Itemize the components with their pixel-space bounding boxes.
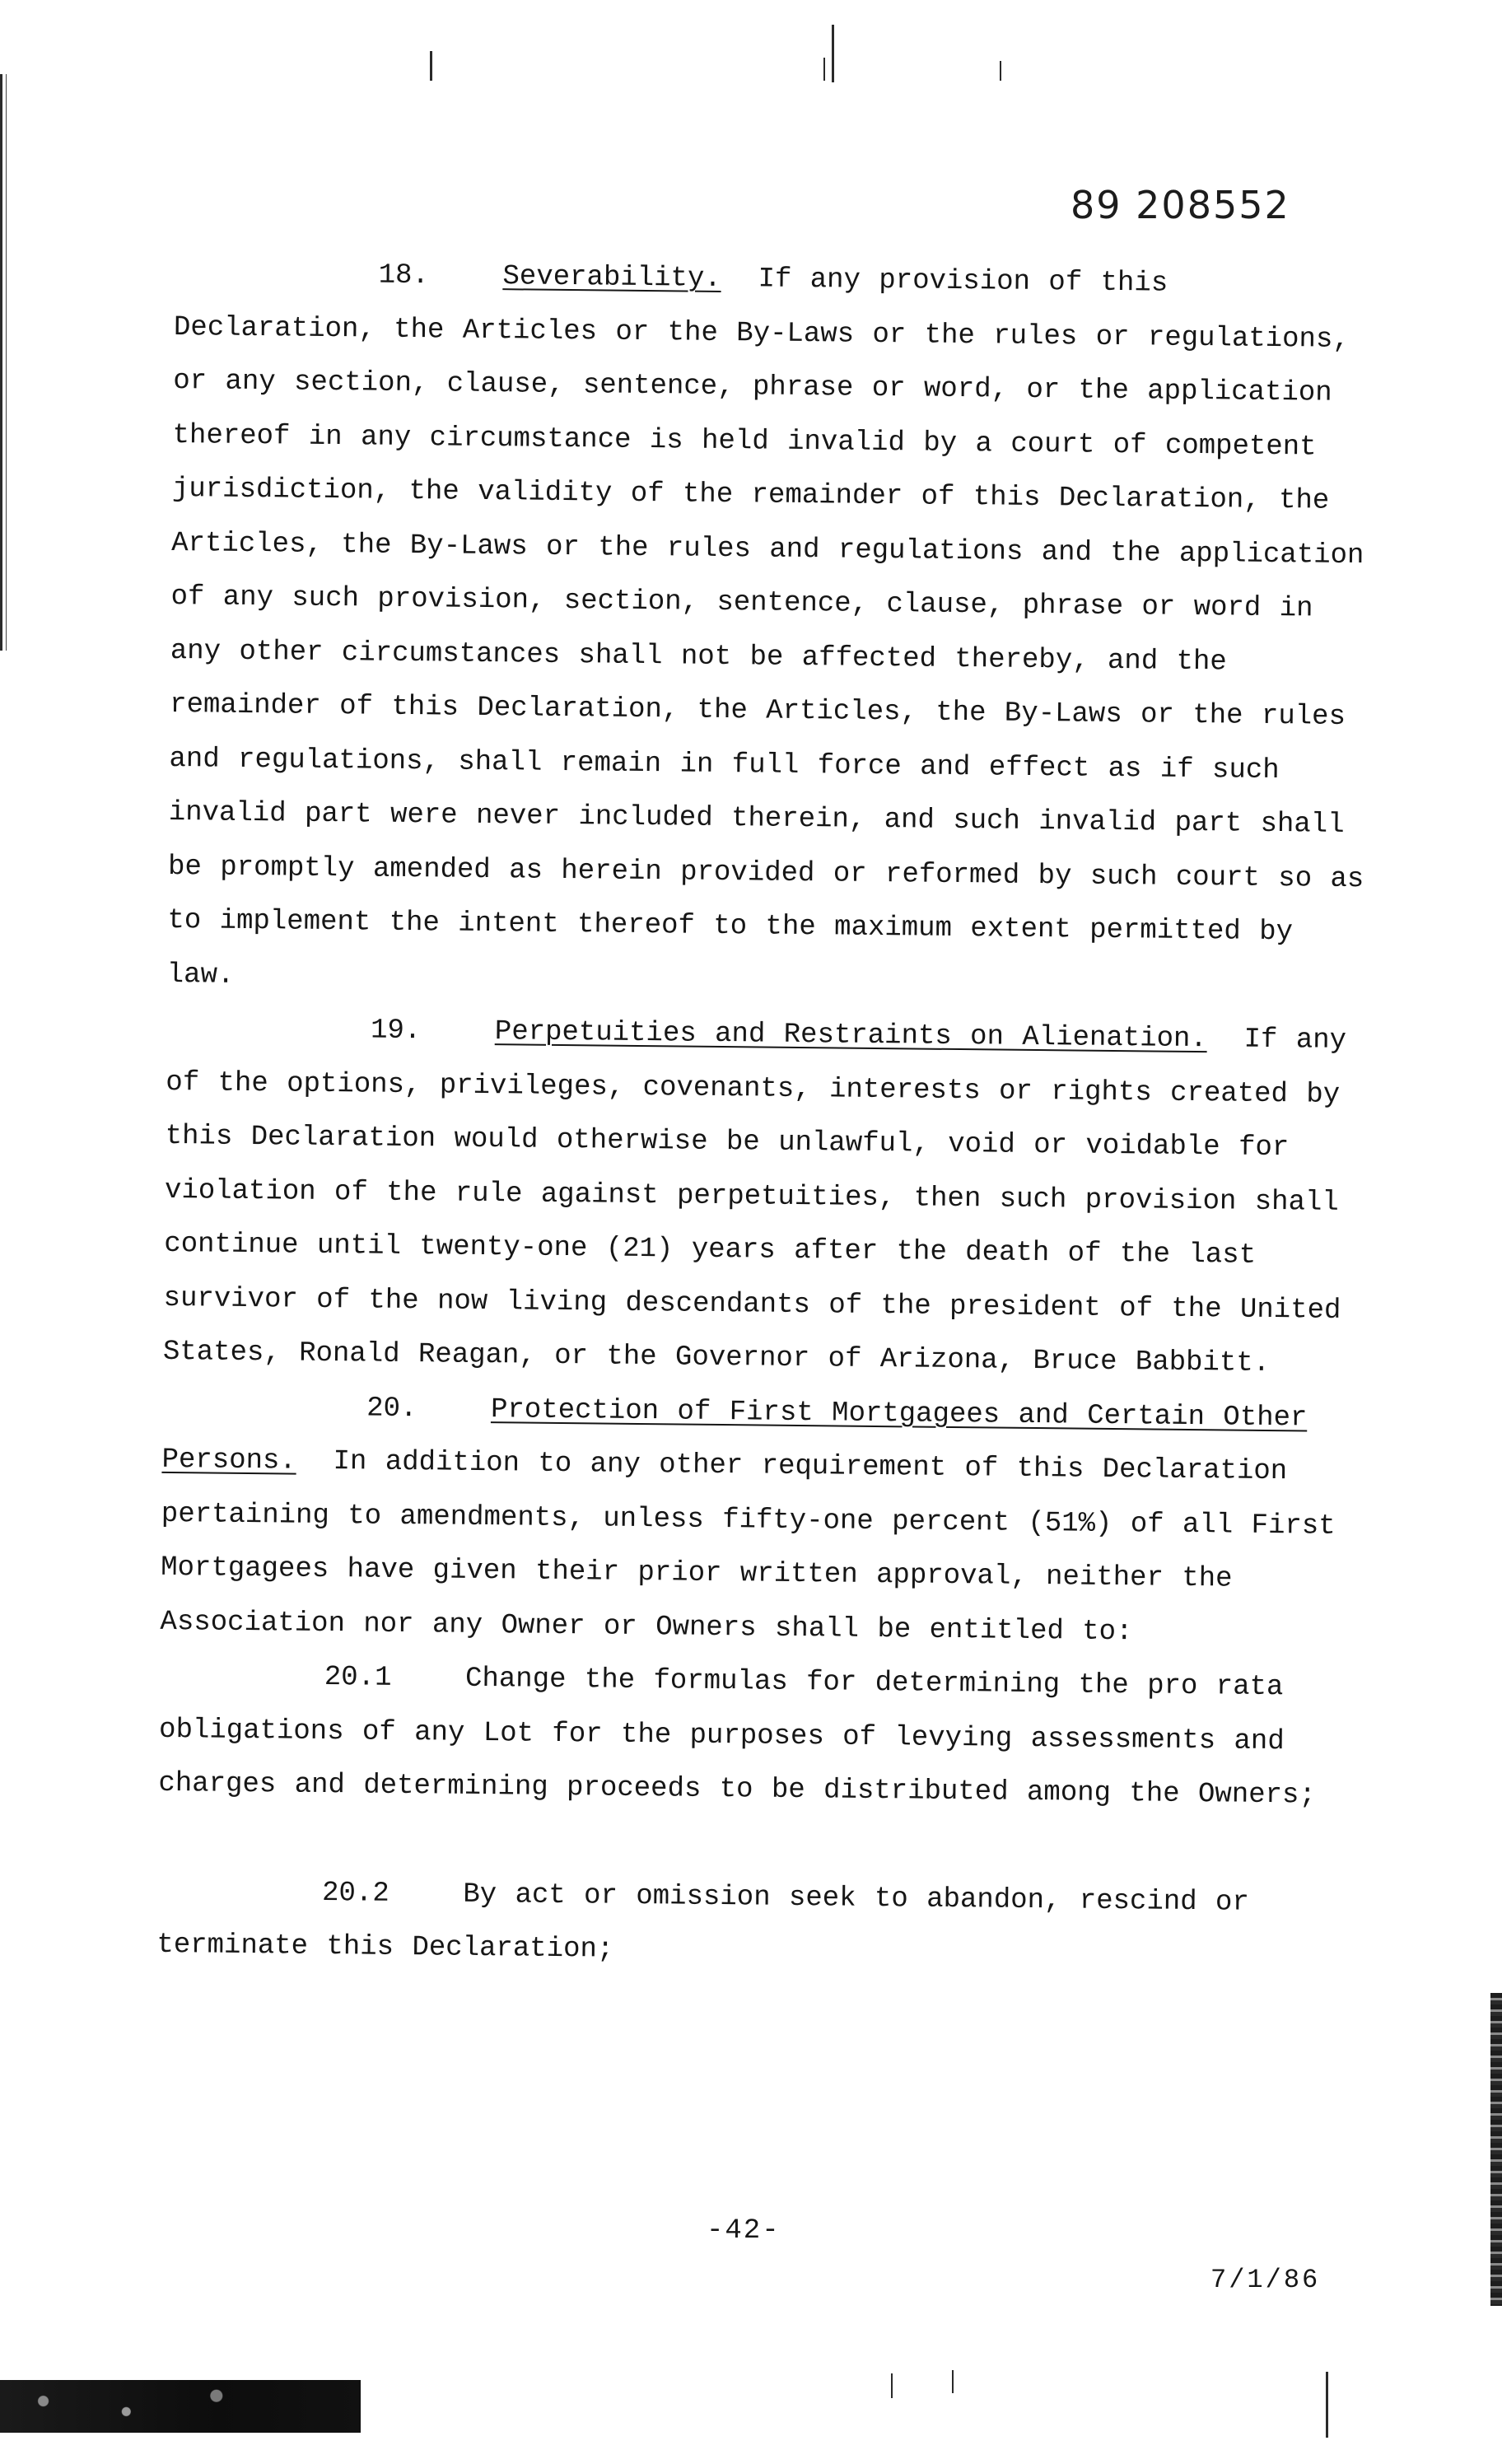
section-18 (166, 247, 1385, 1015)
document-number: 89 208552 (1071, 183, 1290, 227)
document-date: 7/1/86 (1210, 2265, 1321, 2295)
section-20 (160, 1379, 1373, 1662)
scan-mark-5 (891, 2373, 893, 2398)
scan-mark-1 (430, 51, 432, 81)
subsection-20-1 (158, 1650, 1370, 1824)
scan-right-edge (1490, 1993, 1502, 2306)
scan-mark-2 (832, 25, 834, 82)
subsection-20-2 (156, 1864, 1368, 1985)
page-number: -42- (707, 2215, 781, 2247)
section-text: In addition to any other requirement of this Declaration pertaining to amendments, unless fifty-one percent (51%) of all First Mortgagees have given their prior written approval, neither the Association nor any Owner or Owners shall be entitled to: (160, 1446, 1336, 1648)
scan-mark-6 (952, 2370, 954, 2393)
document-body (156, 247, 1385, 1986)
section-heading: Protection of First Mortgagees and Certain Other Persons. (161, 1393, 1308, 1477)
section-text: If any provision of this Declaration, the Articles or the By-Laws or the rules or regulations, or any section, clause, sentence, phrase or word, or the application thereof in any circumstance is held invalid by a court of competent jurisdiction, the validity of the remainder of this Declaration, the Articles, the By-Laws or the rules and regulations and the application of any such provision, section, sentence, clause, phrase or word in any other circumstances shall not be affected thereby, and the remainder of this Declaration, the Articles, the By-Laws or the rules and regulations, shall remain in full force and effect as if such invalid part were never included therein, and such invalid part shall be promptly amended as herein provided or reformed by such court so as to implement the intent thereof to the maximum extent permitted by law. (166, 264, 1364, 992)
section-number: 19. (370, 1015, 422, 1048)
section-text: If any of the options, privileges, covenants, interests or rights created by this Declaration would otherwise be unlawful, void or voidable for violation of the rule against perpetuities, then such provision shall continue until twenty-one (21) years after the death of the last survivor of the now living descendants of the president of the United States, Ronald Reagan, or the Governor of Arizona, Bruce Babbitt. (162, 1024, 1347, 1380)
scan-binding-edge (0, 74, 10, 651)
scan-mark-3 (823, 58, 825, 81)
section-number: 18. (378, 259, 430, 292)
subsection-number: 20.1 (324, 1662, 392, 1694)
section-19 (163, 1002, 1378, 1393)
section-number: 20. (366, 1393, 417, 1425)
subsection-text: Change the formulas for determining the pro rata obligations of any Lot for the purposes of levying assessments and charges and determining proceeds to be distributed among the Owners; (158, 1663, 1317, 1812)
subsection-number: 20.2 (321, 1877, 389, 1910)
scan-mark-4 (1000, 61, 1001, 81)
section-heading: Perpetuities and Restraints on Alienation. (494, 1016, 1207, 1056)
subsection-text: By act or omission seek to abandon, rescind or terminate this Declaration; (156, 1878, 1250, 1966)
section-heading: Severability. (502, 261, 721, 295)
scan-mark-7 (1326, 2372, 1328, 2438)
scan-blotch (0, 2380, 361, 2433)
